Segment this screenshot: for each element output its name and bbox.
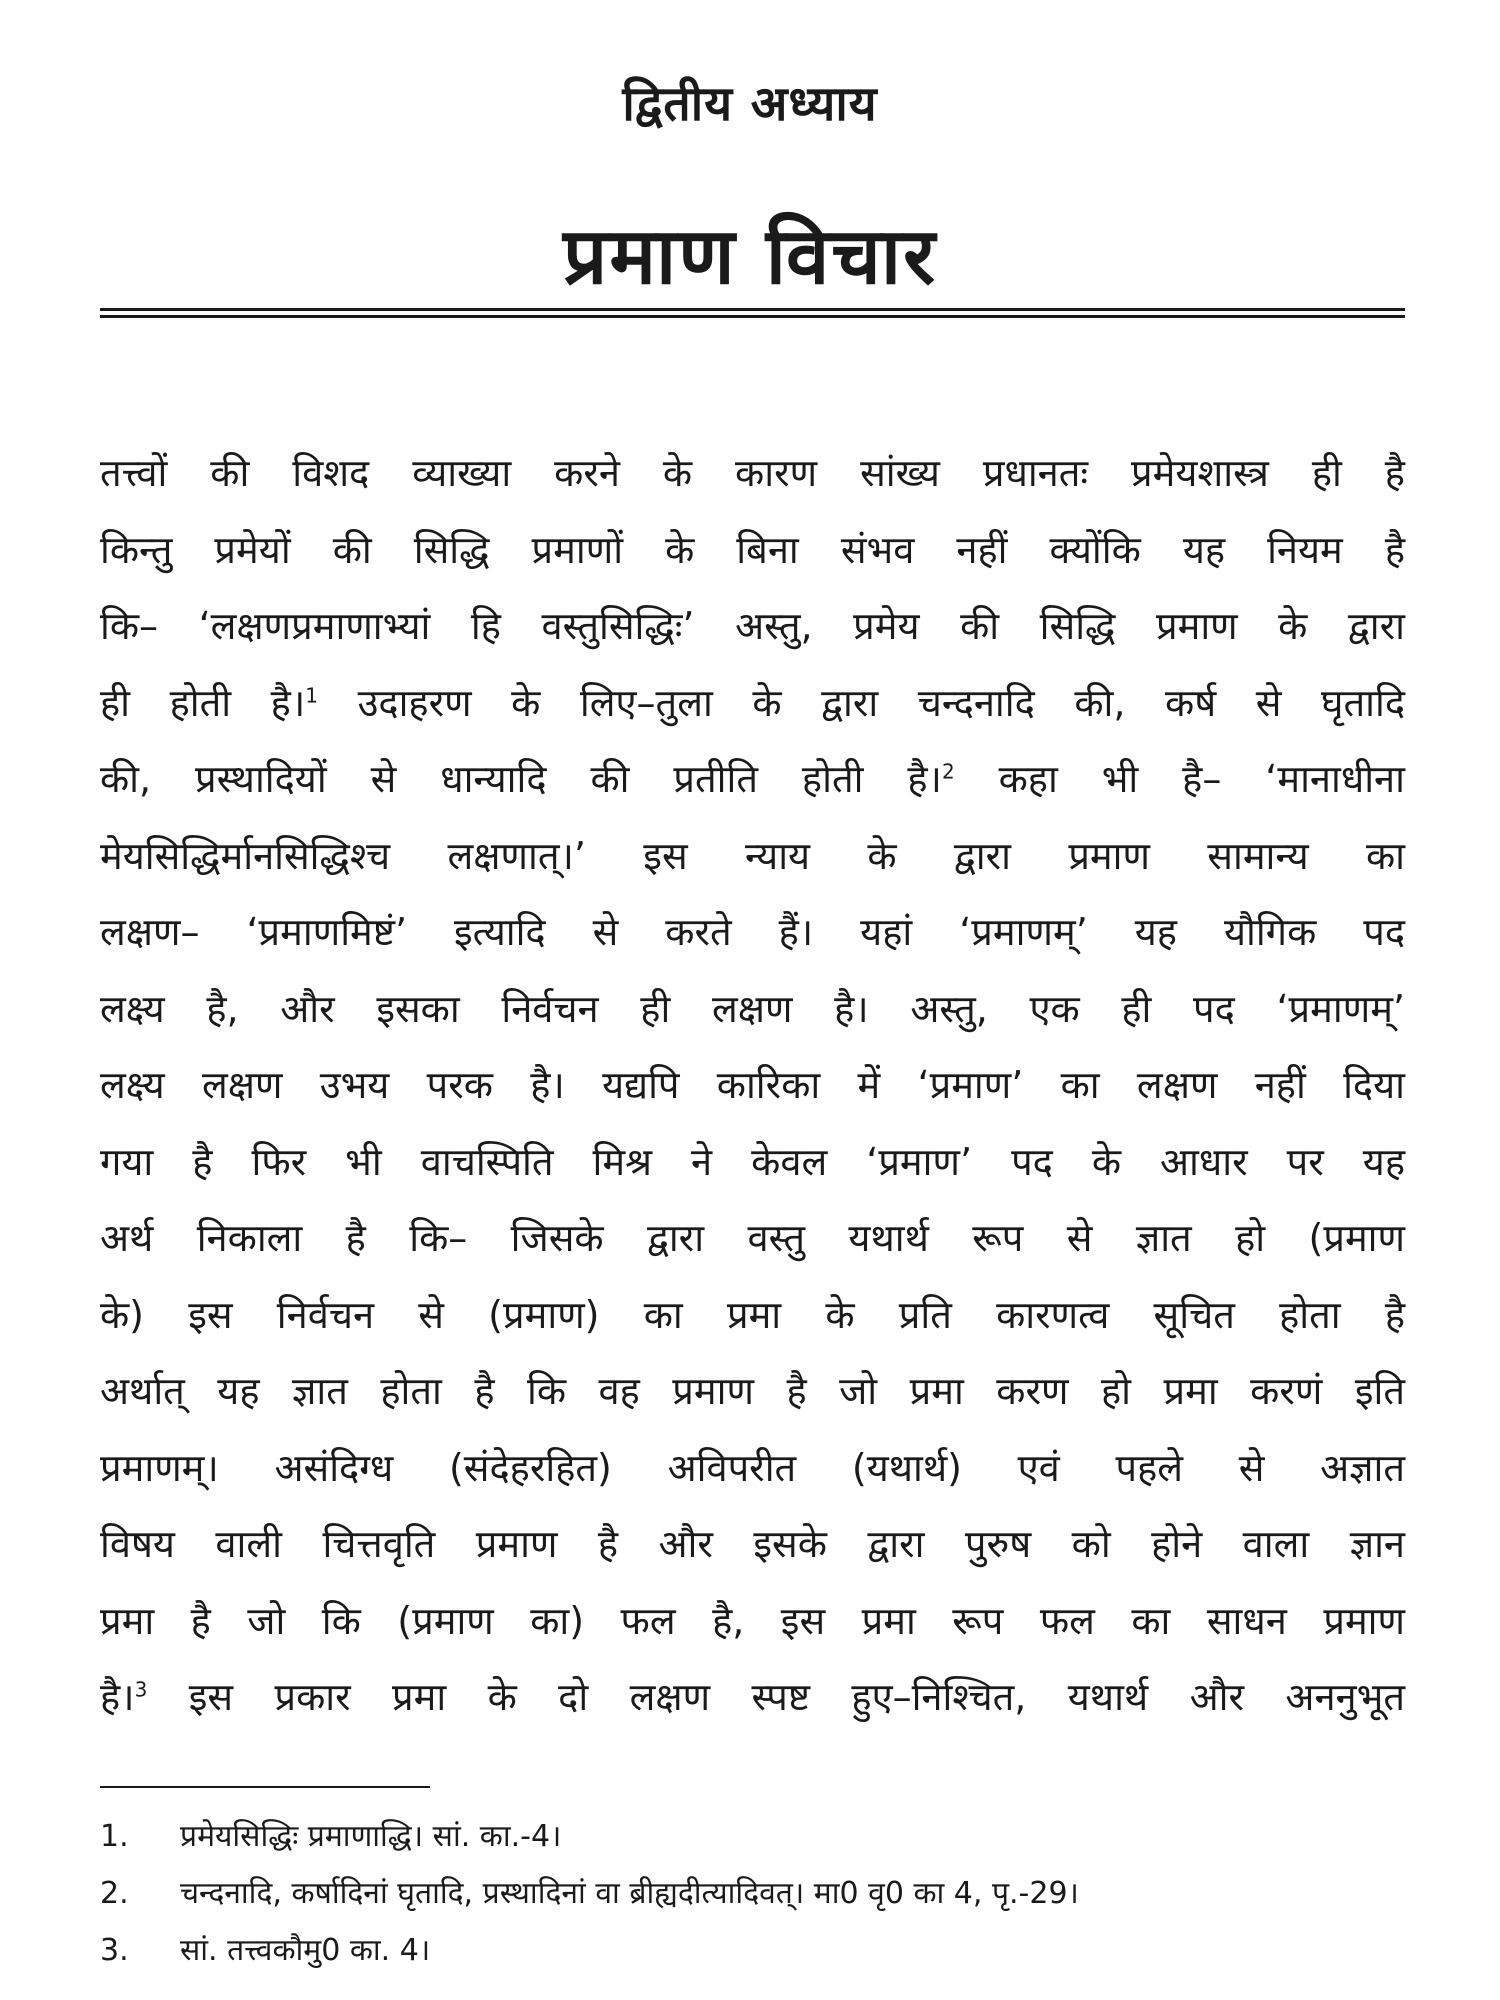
body-line: लक्षण– ‘प्रमाणमिष्टं’ इत्यादि से करते हैं। यहां ‘प्रमाणम्’ यह यौगिक पद <box>100 910 1405 954</box>
footnote-text: प्रमेयसिद्धिः प्रमाणाद्धि। सां. का.-4। <box>180 1819 562 1854</box>
footnote-text: चन्दनादि, कर्षादिनां घृतादि, प्रस्थादिनां वा ब्रीह्यदीत्यादिवत्। मा0 वृ0 का 4, पृ.-29। <box>180 1876 1079 1911</box>
footnote-rule <box>100 1786 430 1788</box>
body-line-rest: कहा भी है– ‘मानाधीना <box>954 757 1405 801</box>
footnote <box>100 1922 1405 1979</box>
footnotes <box>100 1808 1405 1979</box>
body-line: गया है फिर भी वाचस्पिति मिश्र ने केवल ‘प्रमाण’ पद के आधार पर यह <box>100 1139 1405 1184</box>
footnote-marker: 1 <box>305 682 318 707</box>
body-line <box>100 1659 1405 1736</box>
footnote-text: सां. तत्त्वकौमु0 का. 4। <box>180 1933 431 1968</box>
body-line: कि– ‘लक्षणप्रमाणाभ्यां हि वस्तुसिद्धिः’ अस्तु, प्रमेय की सिद्धि प्रमाण के द्वारा <box>100 604 1405 648</box>
chapter-title: प्रमाण विचार <box>563 212 937 302</box>
body-line: लक्ष्य है, और इसका निर्वचन ही लक्षण है। अस्तु, एक ही पद ‘प्रमाणम्’ <box>100 986 1405 1031</box>
footnote-marker: 3 <box>134 1677 148 1702</box>
body-line: अर्थ निकाला है कि– जिसके द्वारा वस्तु यथार्थ रूप से ज्ञात हो (प्रमाण <box>100 1216 1405 1260</box>
footnote-number: 3. <box>100 1933 129 1968</box>
title-double-rule <box>100 308 1405 318</box>
body-line <box>100 741 1405 818</box>
body-line: मेयसिद्धिर्मानसिद्धिश्च लक्षणात्।’ इस न्याय के द्वारा प्रमाण सामान्य का <box>100 833 1405 878</box>
body-line-start: की, प्रस्थादियों से धान्यादि की प्रतीति होती है। <box>100 757 942 801</box>
body-line: के) इस निर्वचन से (प्रमाण) का प्रमा के प्रति कारणत्व सूचित होता है <box>100 1292 1405 1337</box>
footnote-number: 1. <box>100 1819 129 1854</box>
footnote <box>100 1865 1405 1922</box>
body-line: लक्ष्य लक्षण उभय परक है। यद्यपि कारिका में ‘प्रमाण’ का लक्षण नहीं दिया <box>100 1063 1405 1107</box>
body-text <box>100 435 1405 1736</box>
body-line-rest: इस प्रकार प्रमा के दो लक्षण स्पष्ट हुए–निश्चित, यथार्थ और अननुभूत <box>147 1675 1405 1719</box>
footnote <box>100 1808 1405 1865</box>
body-line-start: है। <box>100 1675 135 1719</box>
body-line-start: ही होती है। <box>100 680 306 725</box>
footnote-number: 2. <box>100 1876 129 1911</box>
body-line <box>100 665 1405 742</box>
body-line: प्रमाणम्। असंदिग्ध (संदेहरहित) अविपरीत (यथार्थ) एवं पहले से अज्ञात <box>100 1445 1405 1490</box>
body-line-rest: उदाहरण के लिए–तुला के द्वारा चन्दनादि की, कर्ष से घृतादि <box>318 680 1405 725</box>
body-line: प्रमा है जो कि (प्रमाण का) फल है, इस प्रमा रूप फल का साधन प्रमाण <box>100 1598 1405 1643</box>
body-line: विषय वाली चित्तवृति प्रमाण है और इसके द्वारा पुरुष को होने वाला ज्ञान <box>100 1522 1405 1566</box>
body-line: तत्त्वों की विशद व्याख्या करने के कारण सांख्य प्रधानतः प्रमेयशास्त्र ही है <box>100 451 1405 495</box>
chapter-label: द्वितीय अध्याय <box>622 76 878 132</box>
body-line: किन्तु प्रमेयों की सिद्धि प्रमाणों के बिना संभव नहीं क्योंकि यह नियम है <box>100 527 1405 572</box>
footnote-marker: 2 <box>941 759 955 784</box>
body-line: अर्थात् यह ज्ञात होता है कि वह प्रमाण है जो प्रमा करण हो प्रमा करणं इति <box>100 1369 1405 1413</box>
